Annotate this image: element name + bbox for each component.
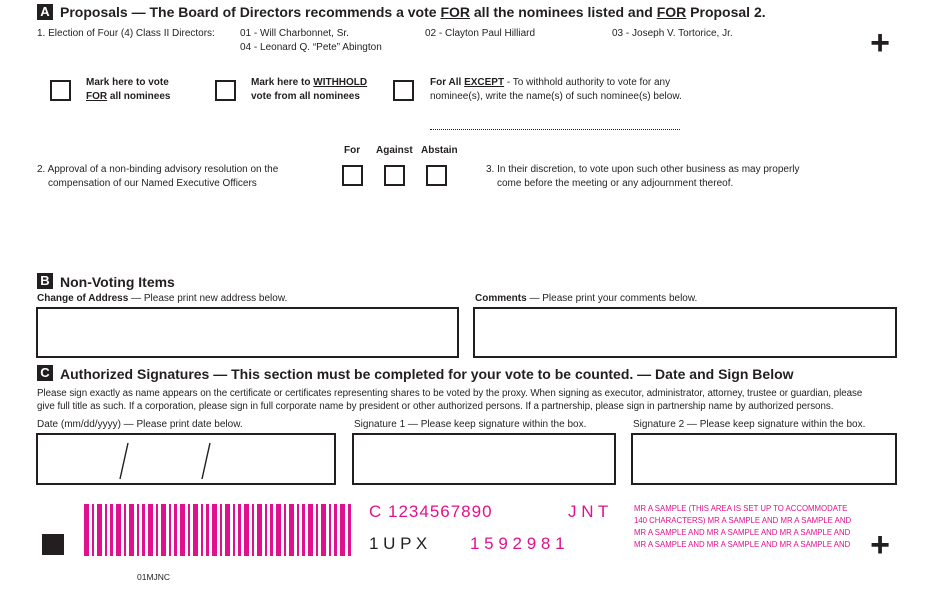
registration-square <box>42 534 64 555</box>
signature-1-field[interactable] <box>352 433 616 485</box>
nominee-04: 04 - Leonard Q. “Pete” Abington <box>240 42 382 53</box>
section-b-letter: B <box>37 273 53 289</box>
registration-plus-icon-bottom: + <box>870 526 890 564</box>
withhold-all-checkbox[interactable] <box>215 80 236 101</box>
section-c-letter: C <box>37 365 53 381</box>
section-b-title: Non-Voting Items <box>60 274 175 290</box>
proposal-2-for-checkbox[interactable] <box>342 165 363 186</box>
proposal-2-against-checkbox[interactable] <box>384 165 405 186</box>
vote-for-all-label: Mark here to vote FOR all nominees <box>86 77 171 102</box>
col-against-header: Against <box>376 145 413 156</box>
date-label: Date (mm/dd/yyyy) — Please print date below. <box>37 419 243 430</box>
comments-label: Comments — Please print your comments below. <box>475 293 698 304</box>
section-a-letter: A <box>37 4 53 20</box>
date-field[interactable] <box>36 433 336 485</box>
signature-1-label: Signature 1 — Please keep signature within the box. <box>354 419 587 430</box>
nominee-03: 03 - Joseph V. Tortorice, Jr. <box>612 28 733 39</box>
for-all-except-label: For All EXCEPT - To withhold authority to vote for any nominee(s), write the name(s) of such nominee(s) below. <box>430 77 682 102</box>
nominee-01: 01 - Will Charbonnet, Sr. <box>240 28 349 39</box>
change-of-address-label: Change of Address — Please print new address below. <box>37 293 288 304</box>
control-number: C 1234567890 <box>369 502 493 521</box>
nominee-02: 02 - Clayton Paul Hilliard <box>425 28 536 39</box>
barcode <box>84 504 356 556</box>
col-for-header: For <box>344 145 361 156</box>
date-separator-slashes <box>38 435 334 483</box>
registration-plus-icon: + <box>870 24 890 62</box>
proposal-2-abstain-checkbox[interactable] <box>426 165 447 186</box>
shareholder-name-block: MR A SAMPLE (THIS AREA IS SET UP TO ACCOMMODATE 140 CHARACTERS) MR A SAMPLE AND MR A SAMPLE AND MR A SAMPLE AND MR A SAMPLE AND MR A SAMPLE AND MR A SAMPLE AND MR A SAMPLE AND MR A SAMPLE AND <box>634 504 852 549</box>
form-id-code: 1 U P X <box>369 534 428 553</box>
section-c-title: Authorized Signatures — This section must be completed for your vote to be counted. — Date and Sign Below <box>60 366 794 382</box>
comments-field[interactable] <box>473 307 897 358</box>
change-of-address-field[interactable] <box>36 307 459 358</box>
signature-2-field[interactable] <box>631 433 897 485</box>
col-abstain-header: Abstain <box>421 145 458 156</box>
signing-instructions: Please sign exactly as name appears on the certificate or certificates representing shares to be voted by the proxy. When signing as executor, administrator, attorney, trustee or guardian, please give full title as such. If a corporation, please sign in full corporate name by president or other authorized persons. If a partnership, please sign in partnership name by authorized persons. <box>37 388 863 412</box>
for-all-except-checkbox[interactable] <box>393 80 414 101</box>
proposal-2-text: 2. Approval of a non-binding advisory resolution on the compensation of our Named Executive Officers <box>37 164 279 189</box>
proposal-3-text: 3. In their discretion, to vote upon such other business as may properly come before the meeting or any adjournment thereof. <box>486 164 800 189</box>
except-write-in-line[interactable] <box>430 129 680 130</box>
account-number: 1 5 9 2 9 8 1 <box>470 534 565 553</box>
vote-for-all-checkbox[interactable] <box>50 80 71 101</box>
signature-2-label: Signature 2 — Please keep signature within the box. <box>633 419 866 430</box>
account-type-code: J N T <box>568 502 609 521</box>
section-a-title: Proposals — The Board of Directors recommends a vote FOR all the nominees listed and FOR Proposal 2. <box>60 4 766 20</box>
withhold-all-label: Mark here to WITHHOLD vote from all nominees <box>251 77 368 102</box>
election-label: 1. Election of Four (4) Class II Directors: <box>37 28 215 39</box>
form-code: 01MJNC <box>137 572 171 582</box>
